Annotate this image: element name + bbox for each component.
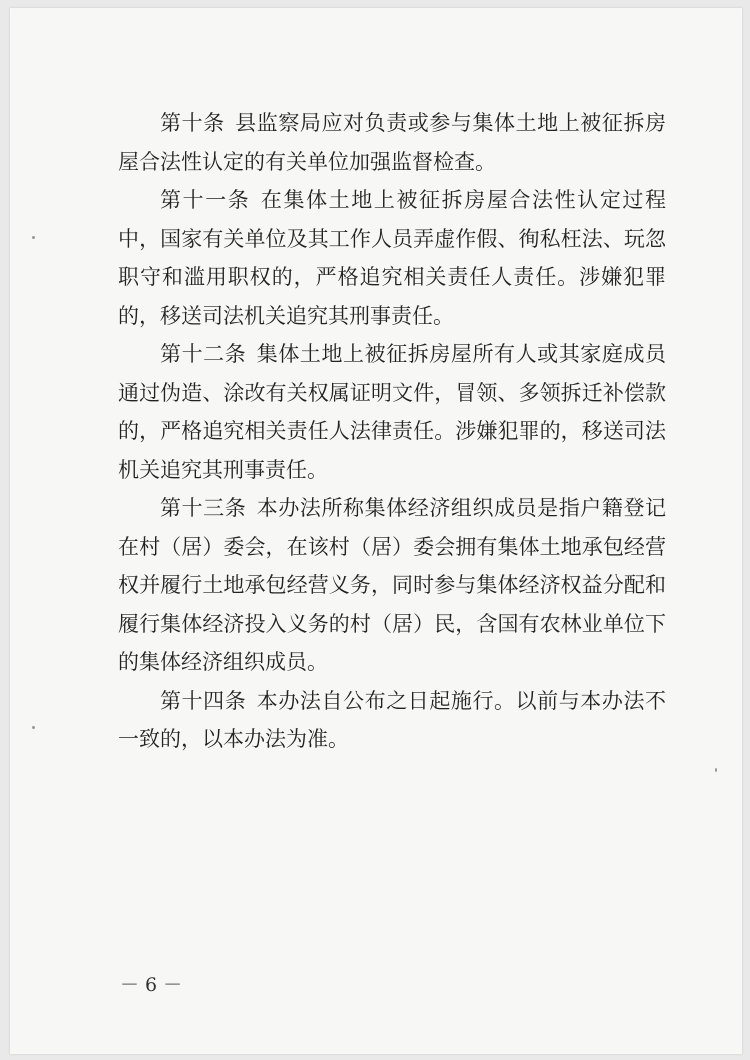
article-13: [118, 489, 666, 682]
article-text: 在集体土地上被征拆房屋合法性认定过程中，国家有关单位及其工作人员弄虚作假、徇私枉法、玩忽职守和滥用职权的，严格追究相关责任人责任。涉嫌犯罪的，移送司法机关追究其刑事责任。: [118, 188, 667, 328]
article-text: 县监察局应对负责或参与集体土地上被征拆房屋合法性认定的有关单位加强监督检查。: [118, 111, 667, 174]
scan-speck: [715, 768, 717, 772]
document-page: [10, 8, 742, 1054]
article-text: 本办法所称集体经济组织成员是指户籍登记在村（居）委会，在该村（居）委会拥有集体土地承包经营权并履行土地承包经营义务，同时参与集体经济权益分配和履行集体经济投入义务的村（居）民，含国有农林业单位下的集体经济组织成员。: [118, 496, 667, 674]
article-label: 第十一条: [160, 188, 251, 212]
article-label: 第十条: [160, 111, 225, 135]
scan-speck: [32, 726, 35, 729]
article-label: 第十三条: [160, 496, 247, 520]
article-label: 第十二条: [160, 342, 247, 366]
article-12: [118, 335, 666, 489]
document-body: [118, 104, 666, 759]
article-text: 集体土地上被征拆房屋所有人或其家庭成员通过伪造、涂改有关权属证明文件，冒领、多领拆迁补偿款的，严格追究相关责任人法律责任。涉嫌犯罪的，移送司法机关追究其刑事责任。: [118, 342, 667, 482]
page-number: － 6 －: [120, 974, 183, 996]
scan-speck: [32, 236, 35, 239]
article-text: 本办法自公布之日起施行。以前与本办法不一致的，以本办法为准。: [118, 688, 667, 751]
article-11: [118, 181, 666, 335]
article-10: [118, 104, 666, 181]
article-label: 第十四条: [160, 688, 247, 713]
article-14: [118, 682, 666, 759]
